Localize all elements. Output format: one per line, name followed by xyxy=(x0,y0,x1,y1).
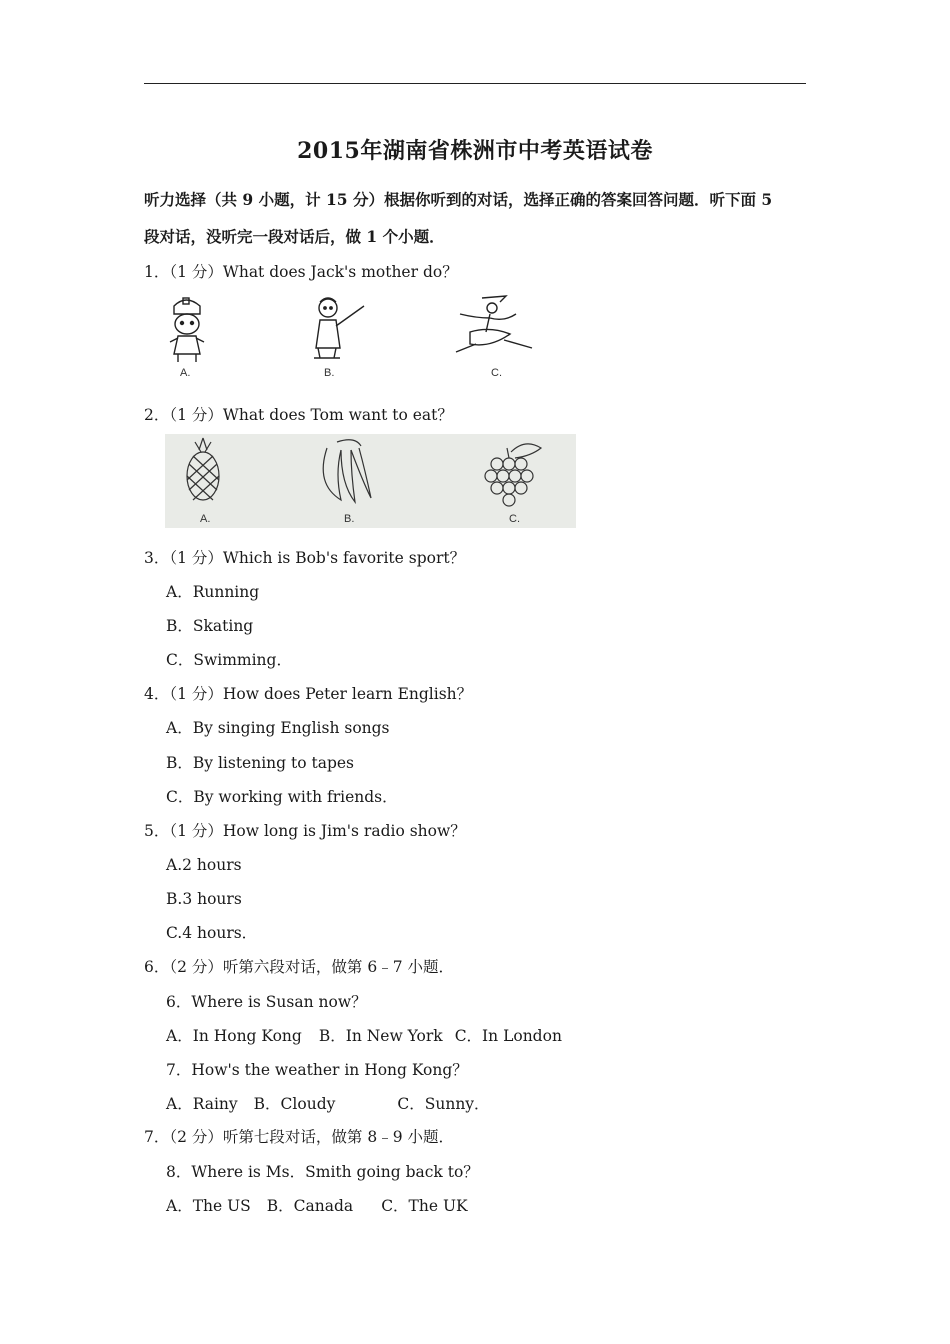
sub-7-option-b[interactable]: B．Cloudy xyxy=(253,1095,336,1113)
question-1-pictures xyxy=(160,292,545,380)
sub-8-option-b[interactable]: B．Canada xyxy=(266,1197,354,1215)
sub-6-option-a[interactable]: A．In Hong Kong xyxy=(166,1027,302,1045)
question-6-sub-7-options xyxy=(166,1094,490,1114)
question-2-pictures xyxy=(165,434,576,528)
question-5: 5．（1 分）How long is Jim's radio show？ xyxy=(144,822,466,840)
sub-7-option-a[interactable]: A．Rainy xyxy=(166,1095,238,1113)
question-6-sub-6-options xyxy=(166,1026,562,1046)
sub-7-option-c[interactable]: C．Sunny． xyxy=(397,1095,490,1113)
question-5-option-c[interactable]: C.4 hours． xyxy=(166,924,258,942)
header-rule xyxy=(144,83,806,84)
question-6-sub-6: 6．Where is Susan now？ xyxy=(166,993,367,1011)
sub-8-option-c[interactable]: C．The UK xyxy=(381,1197,468,1215)
page-title: 2015年湖南省株洲市中考英语试卷 xyxy=(297,138,653,164)
q2-label-b: B. xyxy=(344,513,355,525)
q2-label-c: C. xyxy=(509,513,520,525)
nurse-figure-icon xyxy=(170,298,204,362)
question-6-sub-7: 7．How's the weather in Hong Kong？ xyxy=(166,1061,468,1079)
question-5-option-b[interactable]: B.3 hours xyxy=(166,890,242,908)
question-3-option-a[interactable]: A．Running xyxy=(166,583,260,601)
question-7-sub-8: 8．Where is Ms．Smith going back to？ xyxy=(166,1163,479,1181)
q1-label-a: A. xyxy=(180,367,191,379)
question-7-sub-8-options xyxy=(166,1196,468,1216)
q1-label-c: C. xyxy=(491,367,502,379)
sub-8-option-a[interactable]: A．The US xyxy=(166,1197,251,1215)
dancer-figure-icon xyxy=(456,296,532,352)
question-3: 3．（1 分）Which is Bob's favorite sport？ xyxy=(144,549,466,567)
question-4-option-a[interactable]: A．By singing English songs xyxy=(166,719,390,737)
question-4: 4．（1 分）How does Peter learn English？ xyxy=(144,685,473,703)
teacher-figure-icon xyxy=(314,298,364,358)
section-instruction-line-2: 段对话，没听完一段对话后，做 1 个小题． xyxy=(144,227,445,246)
sub-6-option-c[interactable]: C．In London xyxy=(454,1027,562,1045)
question-3-option-b[interactable]: B．Skating xyxy=(166,617,254,635)
question-4-option-c[interactable]: C．By working with friends． xyxy=(166,788,398,806)
question-4-option-b[interactable]: B．By listening to tapes xyxy=(166,754,355,772)
sub-6-option-b[interactable]: B．In New York xyxy=(318,1027,443,1045)
question-1: 1．（1 分）What does Jack's mother do？ xyxy=(144,263,458,281)
question-3-option-c[interactable]: C．Swimming． xyxy=(166,651,292,669)
section-instruction-line-1: 听力选择（共 9 小题，计 15 分）根据你听到的对话，选择正确的答案回答问题．听下面 5 xyxy=(144,190,773,209)
q2-label-a: A. xyxy=(200,513,211,525)
q1-label-b: B. xyxy=(324,367,335,379)
question-7: 7．（2 分）听第七段对话，做第 8﹣9 小题． xyxy=(144,1128,454,1146)
question-2: 2．（1 分）What does Tom want to eat？ xyxy=(144,406,453,424)
question-6: 6．（2 分）听第六段对话，做第 6﹣7 小题． xyxy=(144,958,454,976)
question-5-option-a[interactable]: A.2 hours xyxy=(166,856,242,874)
